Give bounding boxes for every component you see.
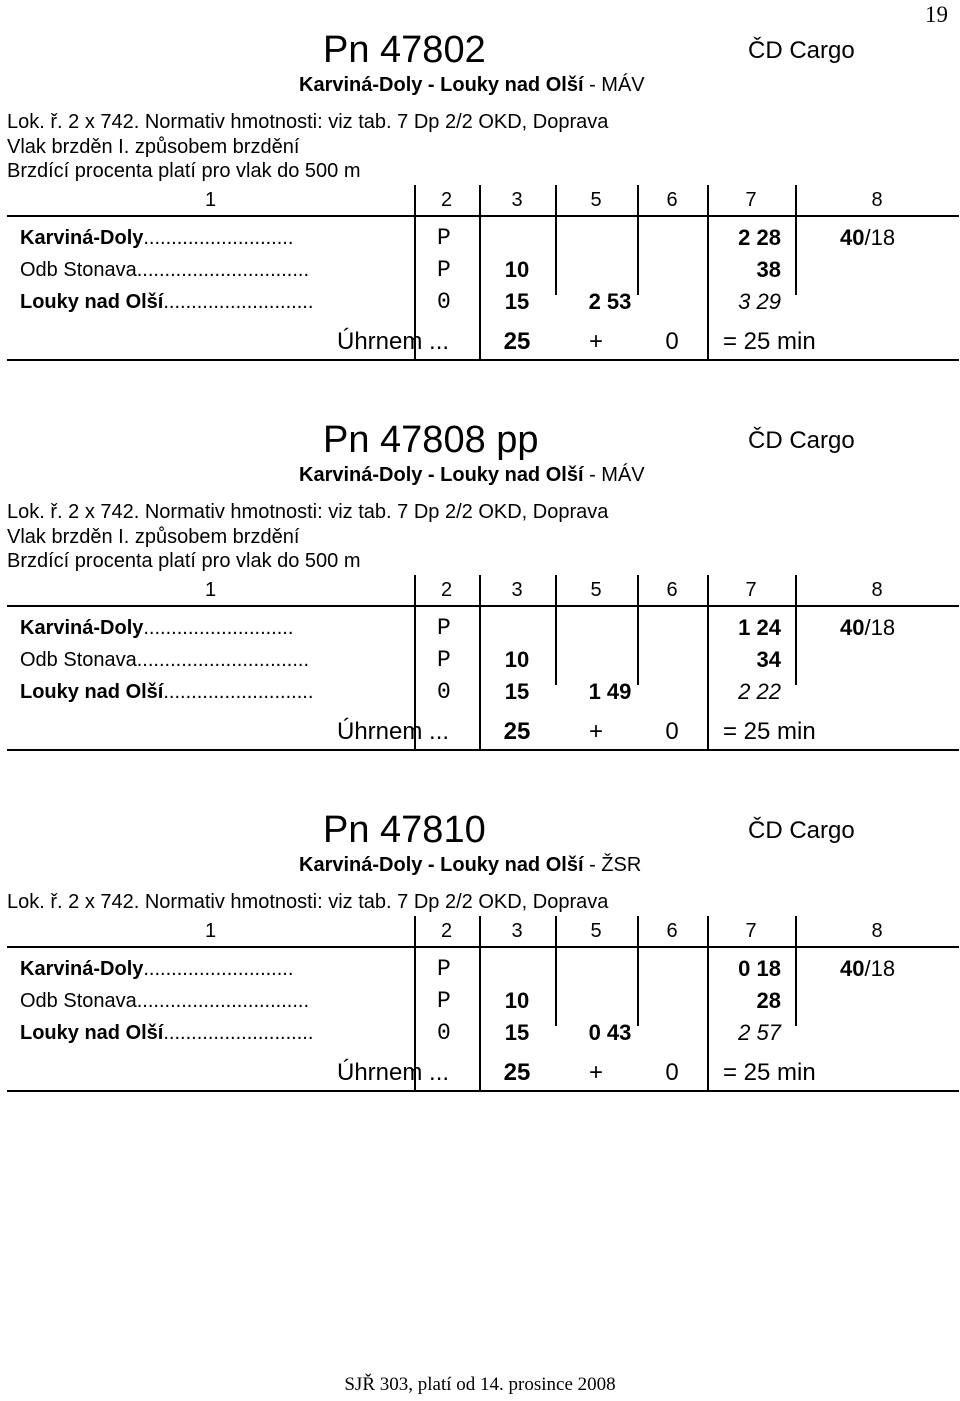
note-line: Brzdící procenta platí pro vlak do 500 m (7, 550, 361, 572)
station-name: Louky nad Olší (20, 291, 164, 313)
station-name: Karviná-Doly (20, 617, 144, 639)
speed-cell: 40/18 (840, 225, 896, 250)
arrival-time: 1 24 (738, 615, 781, 640)
pass-time: 28 (756, 988, 781, 1013)
leader-dots: ........................... (163, 681, 314, 703)
note-line: Lok. ř. 2 x 742. Normativ hmotnosti: viz tab. 7 Dp 2/2 OKD, Doprava (7, 501, 609, 523)
column-header: 2 (440, 579, 453, 601)
stop-code: P (437, 225, 451, 251)
column-header: 6 (666, 189, 678, 211)
column-header: 6 (666, 920, 678, 942)
note-line: Vlak brzděn I. způsobem brzdění (7, 525, 300, 548)
leader-dots: ........................... (143, 617, 294, 639)
column-header: 3 (511, 189, 523, 211)
route-stations: Karviná-Doly - Louky nad Olší (299, 854, 584, 876)
train-notes (7, 890, 608, 915)
summary-label: Úhrnem ... (337, 718, 450, 745)
arrival-time: 1 49 (588, 679, 632, 704)
station-name: Odb Stonava (20, 990, 137, 1012)
note-line: Brzdící procenta platí pro vlak do 500 m (7, 160, 361, 182)
leader-dots: ........................... (143, 958, 294, 980)
speed-cell: 40/18 (840, 956, 896, 981)
column-header: 7 (745, 579, 757, 601)
stop-code: P (437, 988, 451, 1014)
running-time: 15 (504, 289, 530, 314)
column-header: 8 (871, 189, 883, 211)
leader-dots: ........................... (163, 291, 314, 313)
train-number: Pn 47808 pp (323, 419, 539, 461)
route-line (299, 852, 641, 878)
column-header: 8 (871, 920, 883, 942)
route-suffix: - MÁV (583, 74, 645, 96)
summary-total: = 25 min (723, 718, 816, 745)
column-header: 7 (745, 920, 757, 942)
station-name: Karviná-Doly (20, 958, 144, 980)
route-stations: Karviná-Doly - Louky nad Olší (299, 464, 584, 486)
timetable (7, 575, 959, 775)
stop-code: P (437, 956, 451, 982)
summary-running: 25 (503, 1059, 531, 1086)
summary-running: 25 (503, 718, 531, 745)
running-time: 10 (504, 988, 530, 1013)
summary-label: Úhrnem ... (337, 1059, 450, 1086)
station-name: Louky nad Olší (20, 681, 164, 703)
leader-dots: ........................... (163, 1022, 314, 1044)
column-header: 3 (511, 579, 523, 601)
column-header: 5 (590, 920, 602, 942)
stop-code: 0 (437, 289, 451, 315)
operator-name: ČD Cargo (748, 817, 855, 844)
departure-time: 2 57 (738, 1020, 781, 1045)
route-suffix: - ŽSR (583, 854, 642, 876)
column-header: 1 (204, 920, 217, 942)
column-header: 5 (590, 579, 602, 601)
arrival-time: 2 53 (588, 289, 632, 314)
column-header: 2 (440, 189, 453, 211)
pass-time: 38 (756, 257, 781, 282)
note-line: Lok. ř. 2 x 742. Normativ hmotnosti: viz tab. 7 Dp 2/2 OKD, Doprava (7, 891, 609, 913)
route-suffix: - MÁV (583, 464, 645, 486)
route-line (299, 72, 645, 98)
departure-time: 3 29 (738, 289, 781, 314)
arrival-time: 0 43 (588, 1020, 632, 1045)
leader-dots: ............................... (136, 649, 310, 671)
summary-total: = 25 min (723, 1059, 816, 1086)
running-time: 15 (504, 1020, 530, 1045)
page-footer: SJŘ 303, platí od 14. prosince 2008 (344, 1374, 616, 1395)
speed-cell: 40/18 (840, 615, 896, 640)
column-header: 2 (440, 920, 453, 942)
stop-code: P (437, 257, 451, 283)
pass-time: 34 (756, 647, 781, 672)
route-line (299, 462, 645, 488)
summary-stops: 0 (665, 328, 679, 355)
station-name: Odb Stonava (20, 259, 137, 281)
leader-dots: ............................... (136, 990, 310, 1012)
operator-name: ČD Cargo (748, 427, 855, 454)
column-header: 1 (204, 189, 217, 211)
column-header: 3 (511, 920, 523, 942)
summary-label: Úhrnem ... (337, 328, 450, 355)
station-name: Karviná-Doly (20, 227, 144, 249)
summary-plus: + (588, 328, 603, 355)
summary-plus: + (588, 1059, 603, 1086)
arrival-time: 2 28 (738, 225, 781, 250)
page-number: 19 (925, 2, 948, 27)
stop-code: 0 (437, 1020, 451, 1046)
running-time: 10 (504, 647, 530, 672)
column-header: 1 (204, 579, 217, 601)
train-number: Pn 47802 (323, 29, 486, 71)
running-time: 15 (504, 679, 530, 704)
timetable (7, 185, 959, 385)
train-notes (7, 500, 608, 574)
train-number: Pn 47810 (323, 809, 486, 851)
summary-plus: + (588, 718, 603, 745)
column-header: 6 (666, 579, 678, 601)
column-header: 7 (745, 189, 757, 211)
summary-stops: 0 (665, 718, 679, 745)
arrival-time: 0 18 (738, 956, 781, 981)
summary-running: 25 (503, 328, 531, 355)
stop-code: 0 (437, 679, 451, 705)
column-header: 8 (871, 579, 883, 601)
summary-stops: 0 (665, 1059, 679, 1086)
running-time: 10 (504, 257, 530, 282)
note-line: Lok. ř. 2 x 742. Normativ hmotnosti: viz tab. 7 Dp 2/2 OKD, Doprava (7, 111, 609, 133)
summary-total: = 25 min (723, 328, 816, 355)
station-name: Odb Stonava (20, 649, 137, 671)
stop-code: P (437, 615, 451, 641)
stop-code: P (437, 647, 451, 673)
column-header: 5 (590, 189, 602, 211)
note-line: Vlak brzděn I. způsobem brzdění (7, 135, 300, 158)
route-stations: Karviná-Doly - Louky nad Olší (299, 74, 584, 96)
departure-time: 2 22 (738, 679, 781, 704)
train-notes (7, 110, 608, 184)
station-name: Louky nad Olší (20, 1022, 164, 1044)
leader-dots: ........................... (143, 227, 294, 249)
operator-name: ČD Cargo (748, 37, 855, 64)
leader-dots: ............................... (136, 259, 310, 281)
timetable (7, 916, 959, 1116)
